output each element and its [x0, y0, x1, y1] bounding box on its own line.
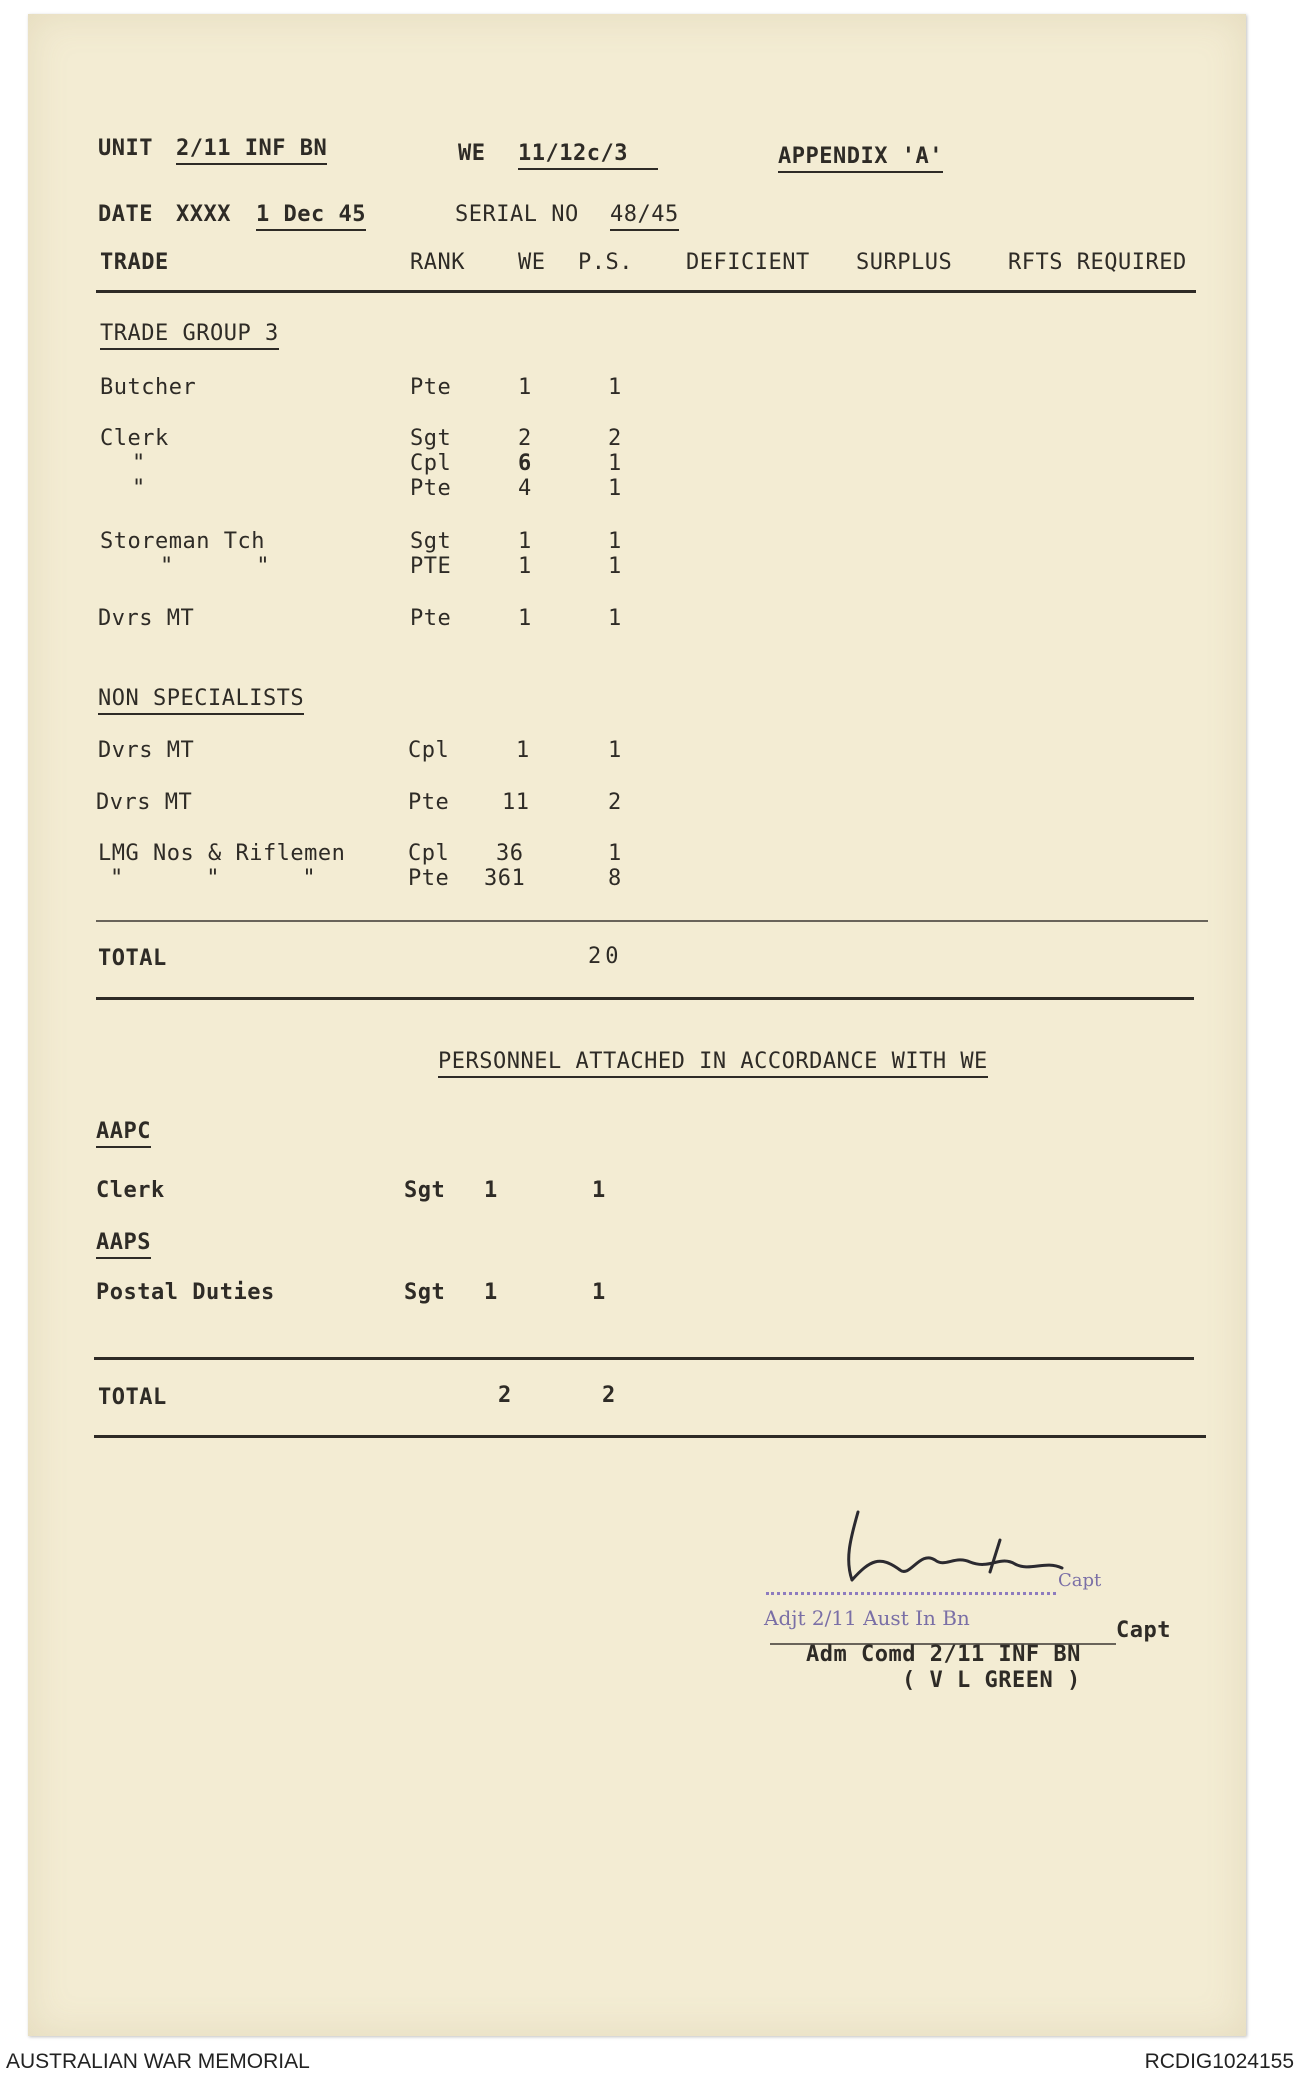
table-row-we: 11 [502, 790, 530, 815]
signature-rank: Capt [1116, 1618, 1171, 1643]
table-row-trade: " [132, 476, 146, 501]
table-row-rank: Sgt [410, 426, 452, 451]
table-row-trade: " [132, 451, 146, 476]
final-rule [94, 1435, 1206, 1438]
unit-label: UNIT [98, 136, 153, 161]
attached-rule [94, 1357, 1194, 1360]
table-row-ps: 1 [608, 841, 622, 866]
table-row-we: 2 [518, 426, 532, 451]
table-row-we: 1 [518, 375, 532, 400]
table-row-ps: 1 [608, 375, 622, 400]
col-rank: RANK [410, 250, 465, 275]
total-label: TOTAL [98, 946, 167, 971]
table-row-rank: Pte [408, 866, 450, 891]
total-label: TOTAL [98, 1385, 167, 1410]
table-row-we: 36 [496, 841, 524, 866]
date-value: 1 Dec 45 [256, 204, 366, 231]
table-row-trade: Storeman Tch [100, 529, 265, 554]
signature-role: Adm Comd 2/11 INF BN [806, 1642, 1081, 1667]
table-row-we: 361 [484, 866, 526, 891]
total-we-value: 2 [498, 1383, 512, 1408]
header-rule [96, 290, 1196, 293]
we-value: 11/12c/3 [518, 143, 658, 170]
col-deficient: DEFICIENT [686, 250, 810, 275]
col-ps: P.S. [578, 250, 633, 275]
table-row-we: 1 [518, 529, 532, 554]
table-row-rank: Cpl [410, 451, 452, 476]
serial-label: SERIAL NO [455, 202, 579, 227]
section-heading-trade-group-3: TRADE GROUP 3 [100, 323, 279, 350]
table-row-trade: Clerk [100, 426, 169, 451]
total-ps-value: 2 [602, 1383, 616, 1408]
table-row-trade: Dvrs MT [98, 606, 195, 631]
serial-value: 48/45 [610, 204, 679, 231]
document-page [28, 14, 1246, 2036]
unit-value: 2/11 INF BN [176, 138, 327, 165]
col-we: WE [518, 250, 546, 275]
table-row-we: 1 [516, 738, 530, 763]
table-row-we: 4 [518, 476, 532, 501]
we-label: WE [458, 141, 486, 166]
table-row-ps: 8 [608, 866, 622, 891]
table-row-we: 1 [518, 606, 532, 631]
attached-title: PERSONNEL ATTACHED IN ACCORDANCE WITH WE [438, 1051, 988, 1078]
attached-row-rank: Sgt [404, 1280, 446, 1305]
table-row-rank: PTE [410, 554, 452, 579]
footer-institution: AUSTRALIAN WAR MEMORIAL [6, 2050, 310, 2073]
table-row-ps: 1 [608, 529, 622, 554]
section-heading-aapc: AAPC [96, 1121, 151, 1148]
section-heading-aaps: AAPS [96, 1232, 151, 1259]
table-row-trade: Dvrs MT [96, 790, 193, 815]
table-row-ps: 1 [608, 606, 622, 631]
total-rule [96, 997, 1194, 1000]
signature-dotted-line [766, 1592, 1056, 1595]
attached-row-trade: Postal Duties [96, 1280, 275, 1305]
table-row-we: 1 [518, 554, 532, 579]
attached-row-we: 1 [484, 1178, 498, 1203]
table-row-rank: Cpl [408, 841, 450, 866]
date-label: DATE [98, 202, 153, 227]
stamp-capt: Capt [1058, 1570, 1102, 1591]
table-row-trade: " " [160, 554, 270, 579]
table-row-rank: Sgt [410, 529, 452, 554]
table-row-ps: 1 [608, 476, 622, 501]
table-row-ps: 1 [608, 738, 622, 763]
attached-row-trade: Clerk [96, 1178, 165, 1203]
table-row-ps: 2 [608, 790, 622, 815]
footer-id: RCDIG1024155 [1144, 2050, 1294, 2073]
table-row-ps: 1 [608, 451, 622, 476]
table-row-trade: LMG Nos & Riflemen [98, 841, 346, 866]
col-surplus: SURPLUS [856, 250, 953, 275]
attached-row-ps: 1 [592, 1178, 606, 1203]
date-struck-text: XXXX [176, 202, 231, 227]
table-row-trade: Butcher [100, 375, 197, 400]
col-trade: TRADE [100, 250, 169, 275]
total-ps-value: 20 [588, 944, 623, 969]
subtotal-rule [96, 920, 1208, 922]
adjutant-stamp: Adjt 2/11 Aust In Bn [764, 1606, 970, 1630]
table-row-trade: Dvrs MT [98, 738, 195, 763]
table-row-ps: 2 [608, 426, 622, 451]
attached-row-ps: 1 [592, 1280, 606, 1305]
attached-row-rank: Sgt [404, 1178, 446, 1203]
col-rfts-required: RFTS REQUIRED [1008, 250, 1187, 275]
table-row-rank: Pte [410, 375, 452, 400]
table-row-rank: Pte [408, 790, 450, 815]
table-row-ps: 1 [608, 554, 622, 579]
table-row-trade: " " " [110, 866, 317, 891]
table-row-we: 6 [518, 451, 532, 476]
attached-row-we: 1 [484, 1280, 498, 1305]
table-row-rank: Pte [410, 606, 452, 631]
table-row-rank: Cpl [408, 738, 450, 763]
table-row-rank: Pte [410, 476, 452, 501]
signature-name: ( V L GREEN ) [902, 1668, 1081, 1693]
appendix-title: APPENDIX 'A' [778, 146, 943, 173]
section-heading-non-specialists: NON SPECIALISTS [98, 688, 304, 715]
